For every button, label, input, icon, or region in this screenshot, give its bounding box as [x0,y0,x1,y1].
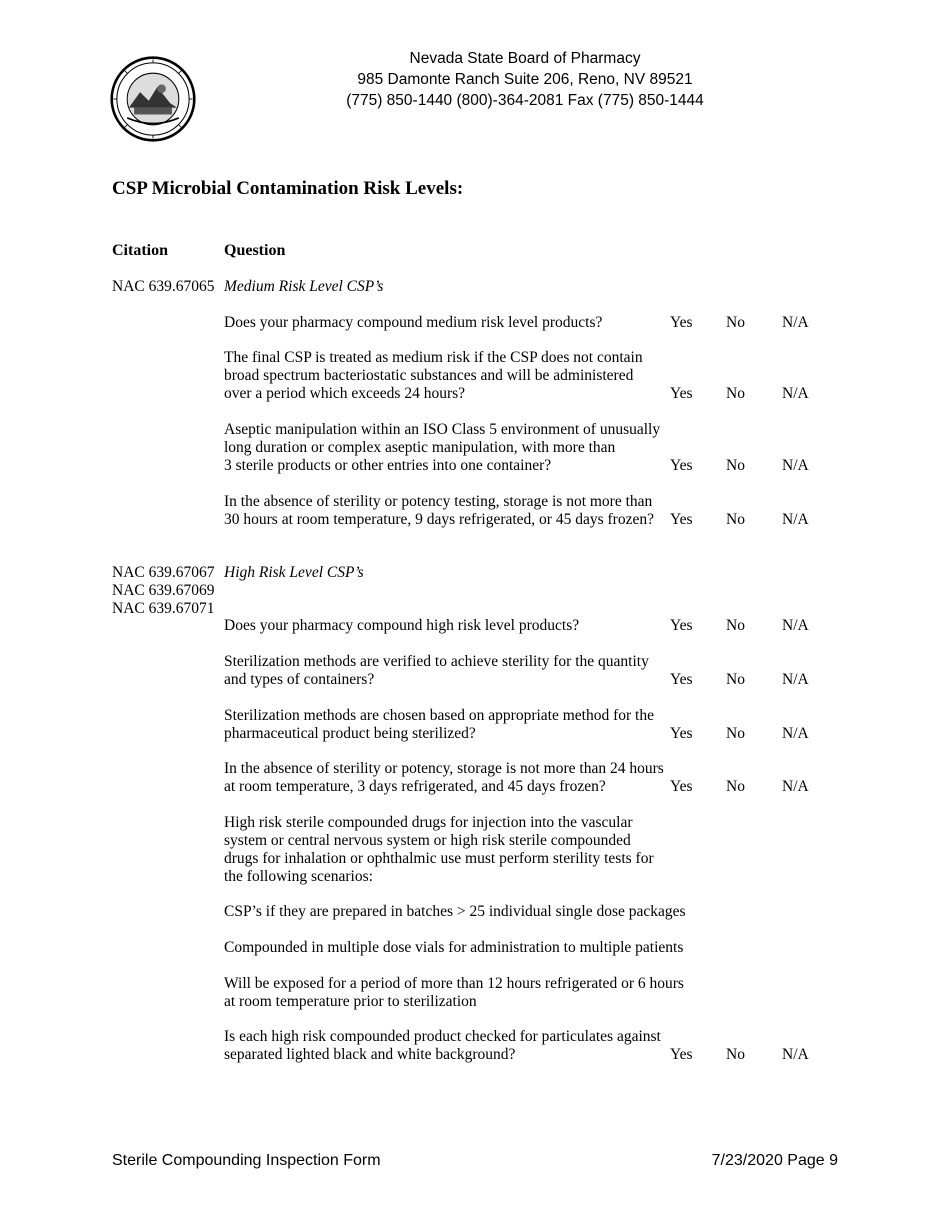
answer-na[interactable]: N/A [782,1046,809,1063]
answer-no[interactable]: No [726,671,745,688]
state-seal-logo [110,56,196,142]
question-text: Does your pharmacy compound high risk level products? [224,617,580,634]
answer-yes[interactable]: Yes [670,671,693,688]
question-text: Will be exposed for a period of more than 12 hours refrigerated or 6 hours at room temperature prior to sterilization [224,975,684,1010]
question-text: Aseptic manipulation within an ISO Class 5 environment of unusually long duration or complex aseptic manipulation, with more than 3 sterile products or other entries into one container? [224,421,661,474]
question-text: Does your pharmacy compound medium risk level products? [224,314,603,331]
question-column-header: Question [224,242,286,259]
answer-no[interactable]: No [726,778,745,795]
page-title: CSP Microbial Contamination Risk Levels: [112,178,464,199]
citation-column-header: Citation [112,242,168,259]
question-text: Is each high risk compounded product checked for particulates against separated lighted black and white background? [224,1028,661,1063]
answer-yes[interactable]: Yes [670,725,693,742]
answer-na[interactable]: N/A [782,385,809,402]
section-heading-medium: Medium Risk Level CSP’s [224,278,384,295]
answer-no[interactable]: No [726,385,745,402]
answer-na[interactable]: N/A [782,314,809,331]
answer-yes[interactable]: Yes [670,314,693,331]
citation: NAC 639.67065 [112,278,215,295]
answer-yes[interactable]: Yes [670,511,693,528]
org-phones: (775) 850-1440 (800)-364-2081 Fax (775) 850-1444 [346,92,704,109]
answer-no[interactable]: No [726,457,745,474]
question-text: Compounded in multiple dose vials for administration to multiple patients [224,939,684,956]
question-text: Sterilization methods are verified to achieve sterility for the quantity and types of containers? [224,653,649,688]
question-text: Sterilization methods are chosen based on appropriate method for the pharmaceutical product being sterilized? [224,707,654,742]
question-text: In the absence of sterility or potency, storage is not more than 24 hours at room temperature, 3 days refrigerated, and 45 days frozen? [224,760,664,795]
question-text: High risk sterile compounded drugs for injection into the vascular system or central nervous system or high risk sterile compounded drugs for inhalation or ophthalmic use must perform sterility tests for the following scenarios: [224,814,654,885]
answer-yes[interactable]: Yes [670,1046,693,1063]
answer-no[interactable]: No [726,314,745,331]
question-text: CSP’s if they are prepared in batches > 25 individual single dose packages [224,903,686,920]
question-text: In the absence of sterility or potency testing, storage is not more than 30 hours at room temperature, 9 days refrigerated, or 45 days frozen? [224,493,654,528]
answer-no[interactable]: No [726,617,745,634]
answer-yes[interactable]: Yes [670,617,693,634]
org-address: 985 Damonte Ranch Suite 206, Reno, NV 89521 [357,71,693,88]
answer-na[interactable]: N/A [782,778,809,795]
answer-no[interactable]: No [726,511,745,528]
answer-na[interactable]: N/A [782,617,809,634]
question-text: The final CSP is treated as medium risk if the CSP does not contain broad spectrum bacteriostatic substances and will be administered over a period which exceeds 24 hours? [224,349,643,402]
answer-yes[interactable]: Yes [670,778,693,795]
section-heading-high: High Risk Level CSP’s [224,564,364,581]
footer-date-page: 7/23/2020 Page 9 [711,1152,838,1169]
answer-yes[interactable]: Yes [670,457,693,474]
answer-no[interactable]: No [726,725,745,742]
citation: NAC 639.67071 [112,600,215,617]
answer-na[interactable]: N/A [782,511,809,528]
answer-yes[interactable]: Yes [670,385,693,402]
answer-na[interactable]: N/A [782,671,809,688]
answer-na[interactable]: N/A [782,725,809,742]
footer-form-name: Sterile Compounding Inspection Form [112,1152,381,1169]
citation: NAC 639.67069 [112,582,215,599]
answer-no[interactable]: No [726,1046,745,1063]
citation: NAC 639.67067 [112,564,215,581]
answer-na[interactable]: N/A [782,457,809,474]
org-name: Nevada State Board of Pharmacy [409,50,641,67]
